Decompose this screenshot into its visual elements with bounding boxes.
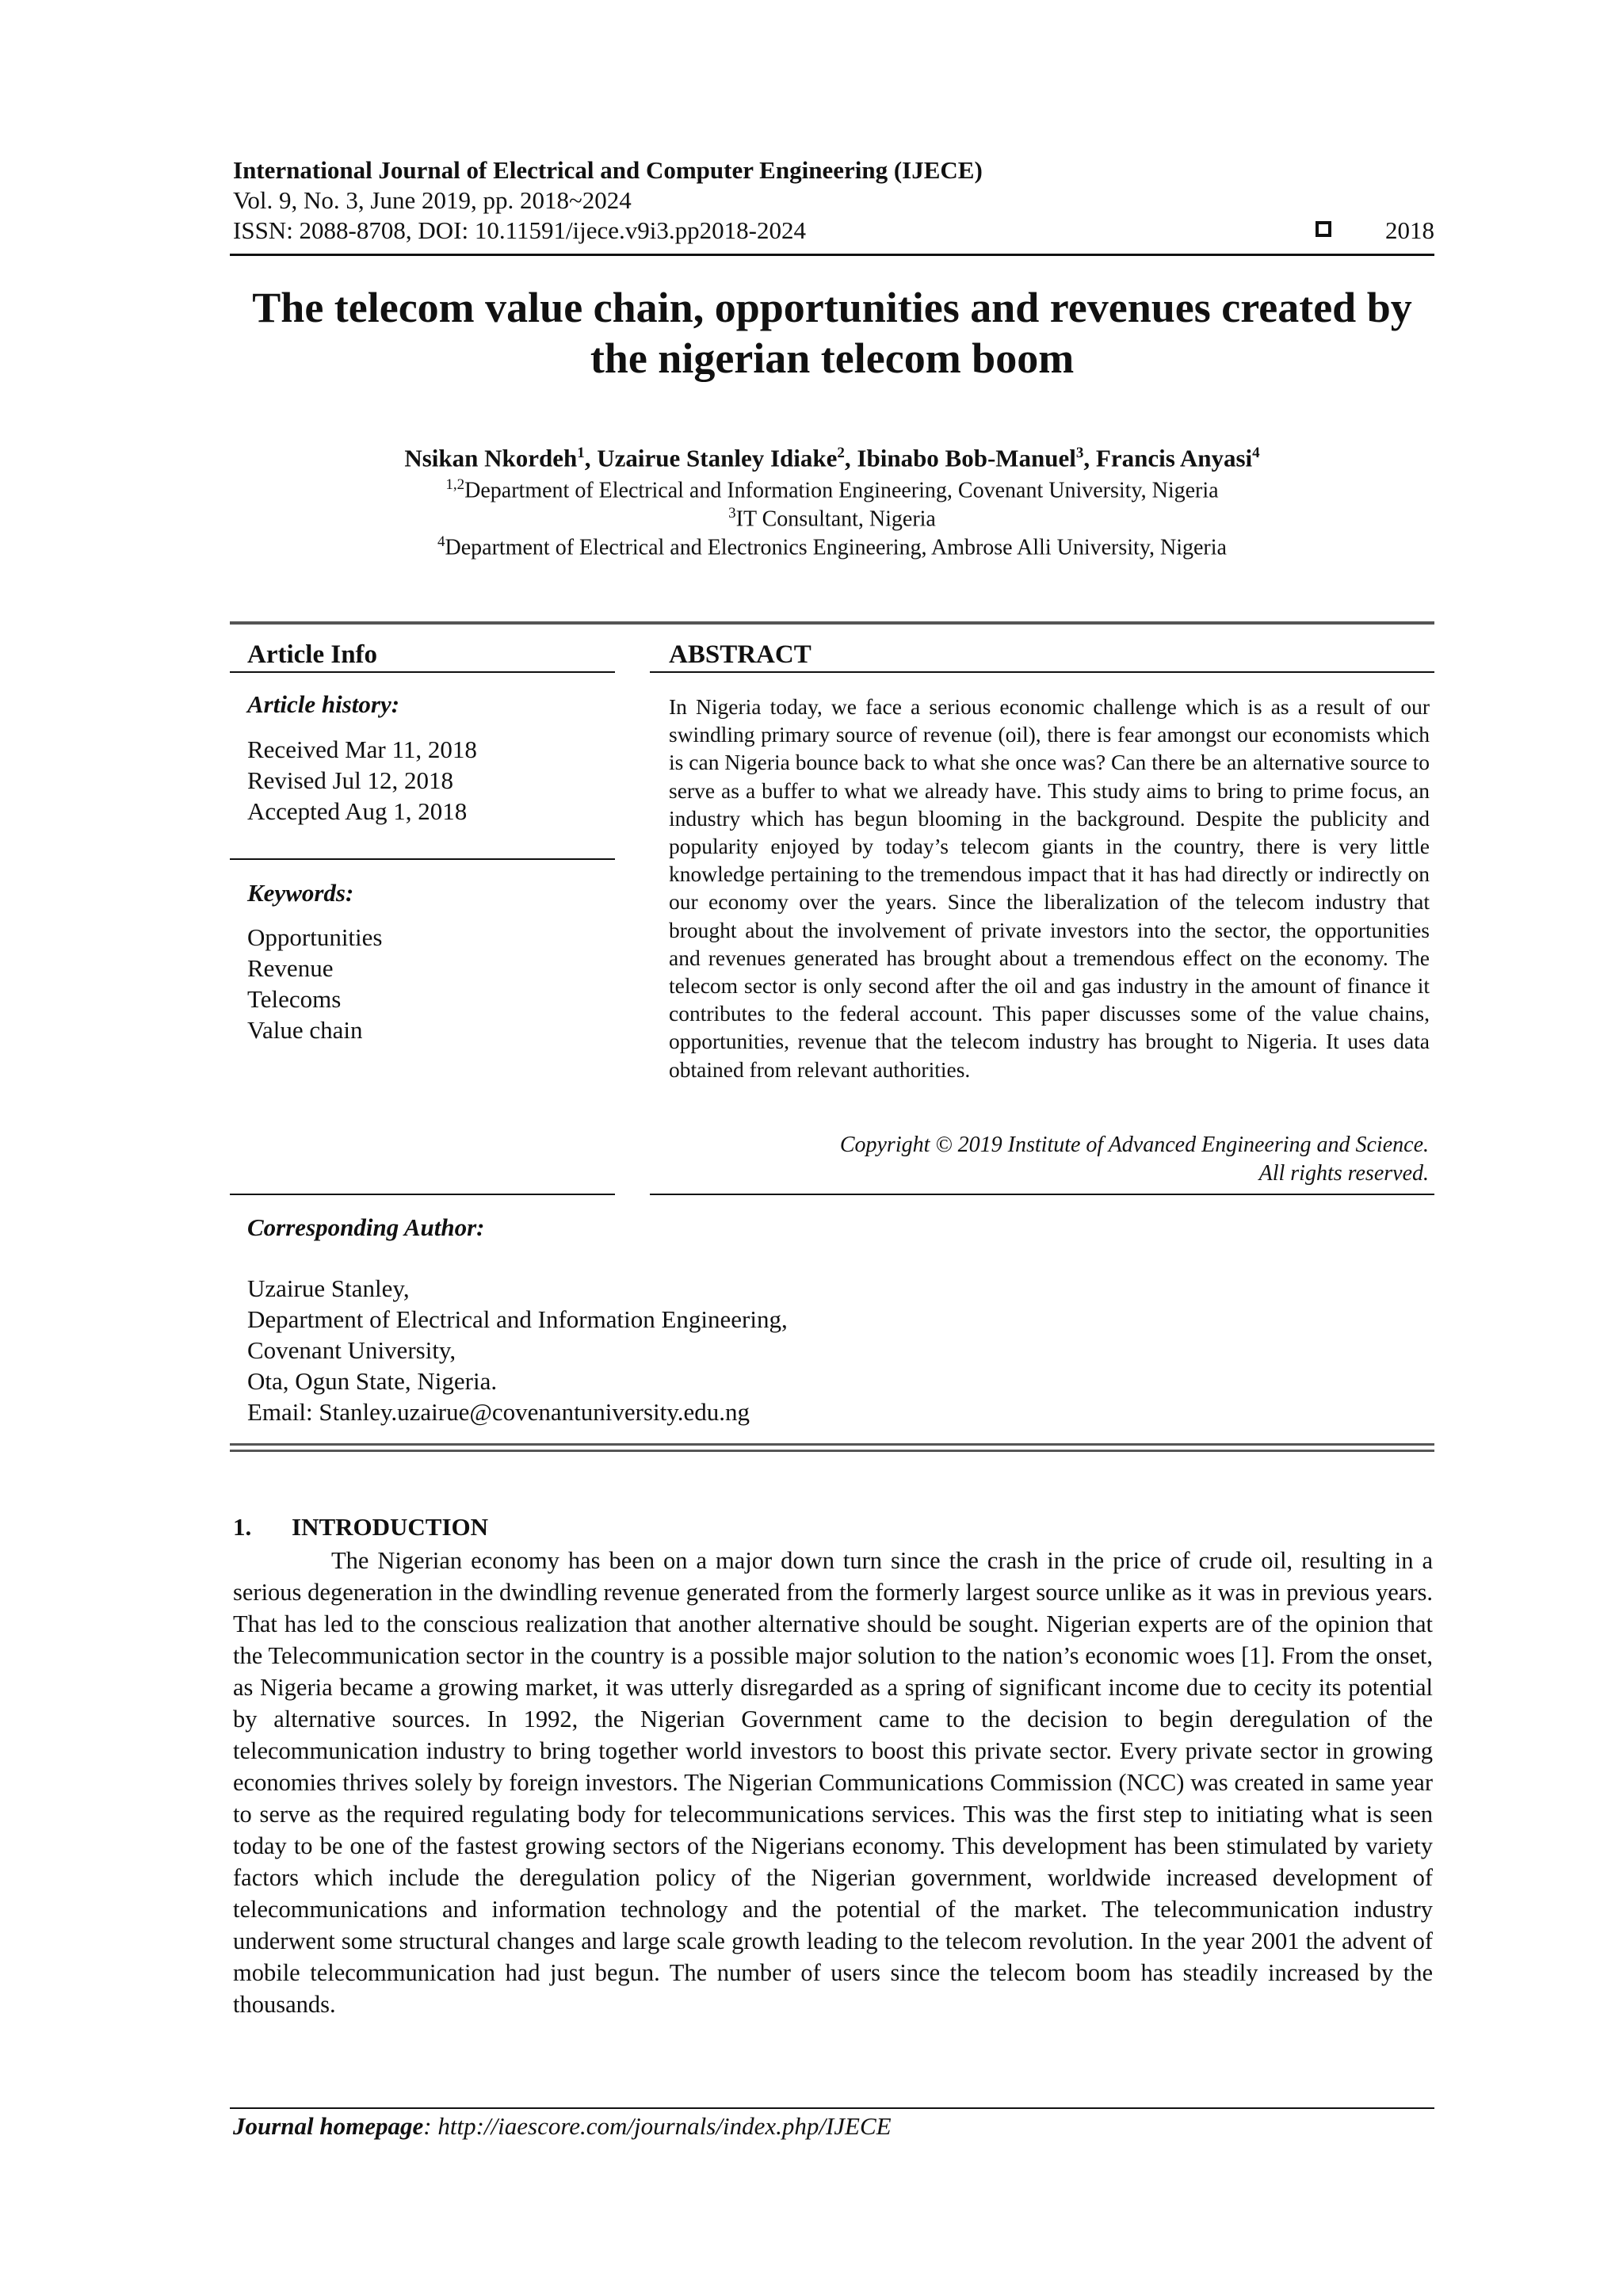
volume-info: Vol. 9, No. 3, June 2019, pp. 2018~2024 — [233, 186, 632, 214]
author-sup: 1 — [577, 445, 585, 461]
introduction-paragraph: The Nigerian economy has been on a major down turn since the crash in the price of crude oil, resulting in a serious degeneration in the dwindling revenue generated from the formerly largest source unlike as it was in previous years. That has led to the conscious realization that another alternative should be sought. Nigerian experts are of the opinion that the Telecommunication sector in the country is a possible major solution to the nation’s economic woes [1]. From the onset, as Nigeria became a growing market, it was utterly disregarded as a spring of significant income due to cecity its potential by alternative sources. In 1992, the Nigerian Government came to the decision to begin deregulation of the telecommunication industry to bring together world investors to boost this private sector. Every private sector in growing economies thrives solely by foreign investors. The Nigerian Communications Commission (NCC) was created in same year to serve as the required regulating body for telecommunications services. This was the first step to initiating what is seen today to be one of the fastest growing sectors of the Nigerians economy. This development has been stimulated by variety factors which include the deregulation policy of the Nigerian government, worldwide increased development of telecommunications and information technology and the potential of the market. The telecommunication industry underwent some structural changes and large scale growth leading to the telecom revolution. In the year 2001 the advent of mobile telecommunication had just begun. The number of users since the telecom boom has steadily increased by the thousands. — [233, 1547, 1433, 2018]
corresponding-author-details — [247, 1273, 788, 1427]
checkbox-square-icon — [1316, 221, 1331, 237]
author-name: Nsikan Nkordeh — [404, 444, 578, 472]
author-name: Ibinabo Bob-Manuel — [857, 444, 1076, 472]
corresponding-department: Department of Electrical and Information Engineering, — [247, 1305, 788, 1333]
affiliation-text: Department of Electrical and Information Engineering, Covenant University, Nigeria — [464, 478, 1219, 503]
page-number: 2018 — [1385, 216, 1434, 244]
affiliation-sup: 1,2 — [445, 476, 465, 493]
corresponding-location: Ota, Ogun State, Nigeria. — [247, 1367, 498, 1395]
homepage-label: Journal homepage — [233, 2112, 424, 2140]
abstract-heading: ABSTRACT — [669, 640, 812, 669]
corresponding-name: Uzairue Stanley, — [247, 1274, 410, 1302]
info-box-top-rule — [230, 621, 1434, 625]
keywords-heading: Keywords: — [247, 879, 354, 907]
affiliation-3 — [198, 528, 1466, 562]
copyright-line-2: All rights reserved. — [1258, 1161, 1429, 1186]
keyword-item: Opportunities — [247, 923, 383, 951]
author-sep: , — [584, 444, 598, 472]
journal-homepage — [233, 2111, 892, 2141]
copyright-notice — [716, 1131, 1429, 1188]
author-sup: 2 — [837, 445, 845, 461]
keywords-bottom-rule — [230, 1194, 615, 1195]
affiliation-text: Department of Electrical and Electronics Engineering, Ambrose Alli University, Nigeria — [445, 535, 1227, 560]
affiliation-sup: 3 — [728, 505, 736, 521]
abstract-text: In Nigeria today, we face a serious economic challenge which is as a result of our swindling primary source of revenue (oil), there is fear amongst our economists which is can Nigeria bounce back to what she once was? Can there be an alternative source to serve as a buffer to what we already have. This study aims to bring to prime focus, an industry which has begun blooming in the background. Despite the publicity and popularity enjoyed by today’s telecom giants in the country, there is very little knowledge pertaining to the tremendous impact that it has had directly or indirectly on our economy over the years. Since the liberalization of the telecom industry that brought about the involvement of private investors into the sector, the opportunities and revenues generated has brought about a tremendous effect on the economy. The telecom sector is only second after the oil and gas industry in the amount of finance it contributes to the federal account. This paper discusses some of the value chains, opportunities, revenue that the telecom industry has brought to Nigeria. It uses data obtained from relevant authorities. — [669, 694, 1430, 1082]
footer-divider — [230, 2107, 1434, 2109]
keyword-item: Revenue — [247, 954, 334, 982]
title-line-2: the nigerian telecom boom — [590, 334, 1075, 382]
abstract-body — [669, 693, 1430, 1083]
section-title: INTRODUCTION — [292, 1513, 489, 1541]
history-revised: Revised Jul 12, 2018 — [247, 766, 454, 794]
corresponding-author-heading: Corresponding Author: — [247, 1213, 485, 1241]
abstract-rule — [650, 671, 1434, 673]
section-heading-introduction — [233, 1512, 488, 1542]
author-sep: , — [844, 444, 857, 472]
keyword-item: Value chain — [247, 1016, 363, 1044]
section-number: 1. — [233, 1513, 252, 1541]
info-box-bottom-rule-2 — [230, 1450, 1434, 1452]
history-rule — [230, 858, 615, 860]
title-line-1: The telecom value chain, opportunities and revenues created by — [252, 284, 1412, 331]
author-name: Francis Anyasi — [1095, 444, 1253, 472]
author-sup: 4 — [1252, 445, 1260, 461]
keyword-item: Telecoms — [247, 985, 342, 1013]
article-info-heading: Article Info — [247, 640, 378, 669]
history-list — [247, 734, 477, 827]
issn-doi: ISSN: 2088-8708, DOI: 10.11591/ijece.v9i3.pp2018-2024 — [233, 216, 806, 244]
journal-name: International Journal of Electrical and Computer Engineering (IJECE) — [233, 156, 983, 184]
paper-title — [198, 282, 1466, 384]
author-sup: 3 — [1075, 445, 1084, 461]
history-heading: Article history: — [247, 690, 400, 718]
introduction-body — [233, 1545, 1433, 2020]
author-name: Uzairue Stanley Idiake — [597, 444, 838, 472]
author-sep: , — [1083, 444, 1096, 472]
history-accepted: Accepted Aug 1, 2018 — [247, 797, 468, 825]
affiliation-sup: 4 — [437, 533, 445, 550]
article-info-rule — [230, 671, 615, 673]
author-list — [198, 438, 1466, 473]
abstract-bottom-rule — [650, 1194, 1434, 1195]
homepage-url[interactable]: : http://iaescore.com/journals/index.php/IJECE — [423, 2112, 892, 2140]
corresponding-university: Covenant University, — [247, 1336, 456, 1364]
header-divider — [230, 254, 1434, 256]
keywords-list — [247, 922, 383, 1045]
corresponding-email: Email: Stanley.uzairue@covenantuniversity.edu.ng — [247, 1398, 750, 1426]
info-box-bottom-rule — [230, 1443, 1434, 1446]
affiliation-text: IT Consultant, Nigeria — [735, 506, 936, 532]
history-received: Received Mar 11, 2018 — [247, 735, 477, 763]
copyright-line-1: Copyright © 2019 Institute of Advanced Engineering and Science. — [839, 1133, 1429, 1157]
